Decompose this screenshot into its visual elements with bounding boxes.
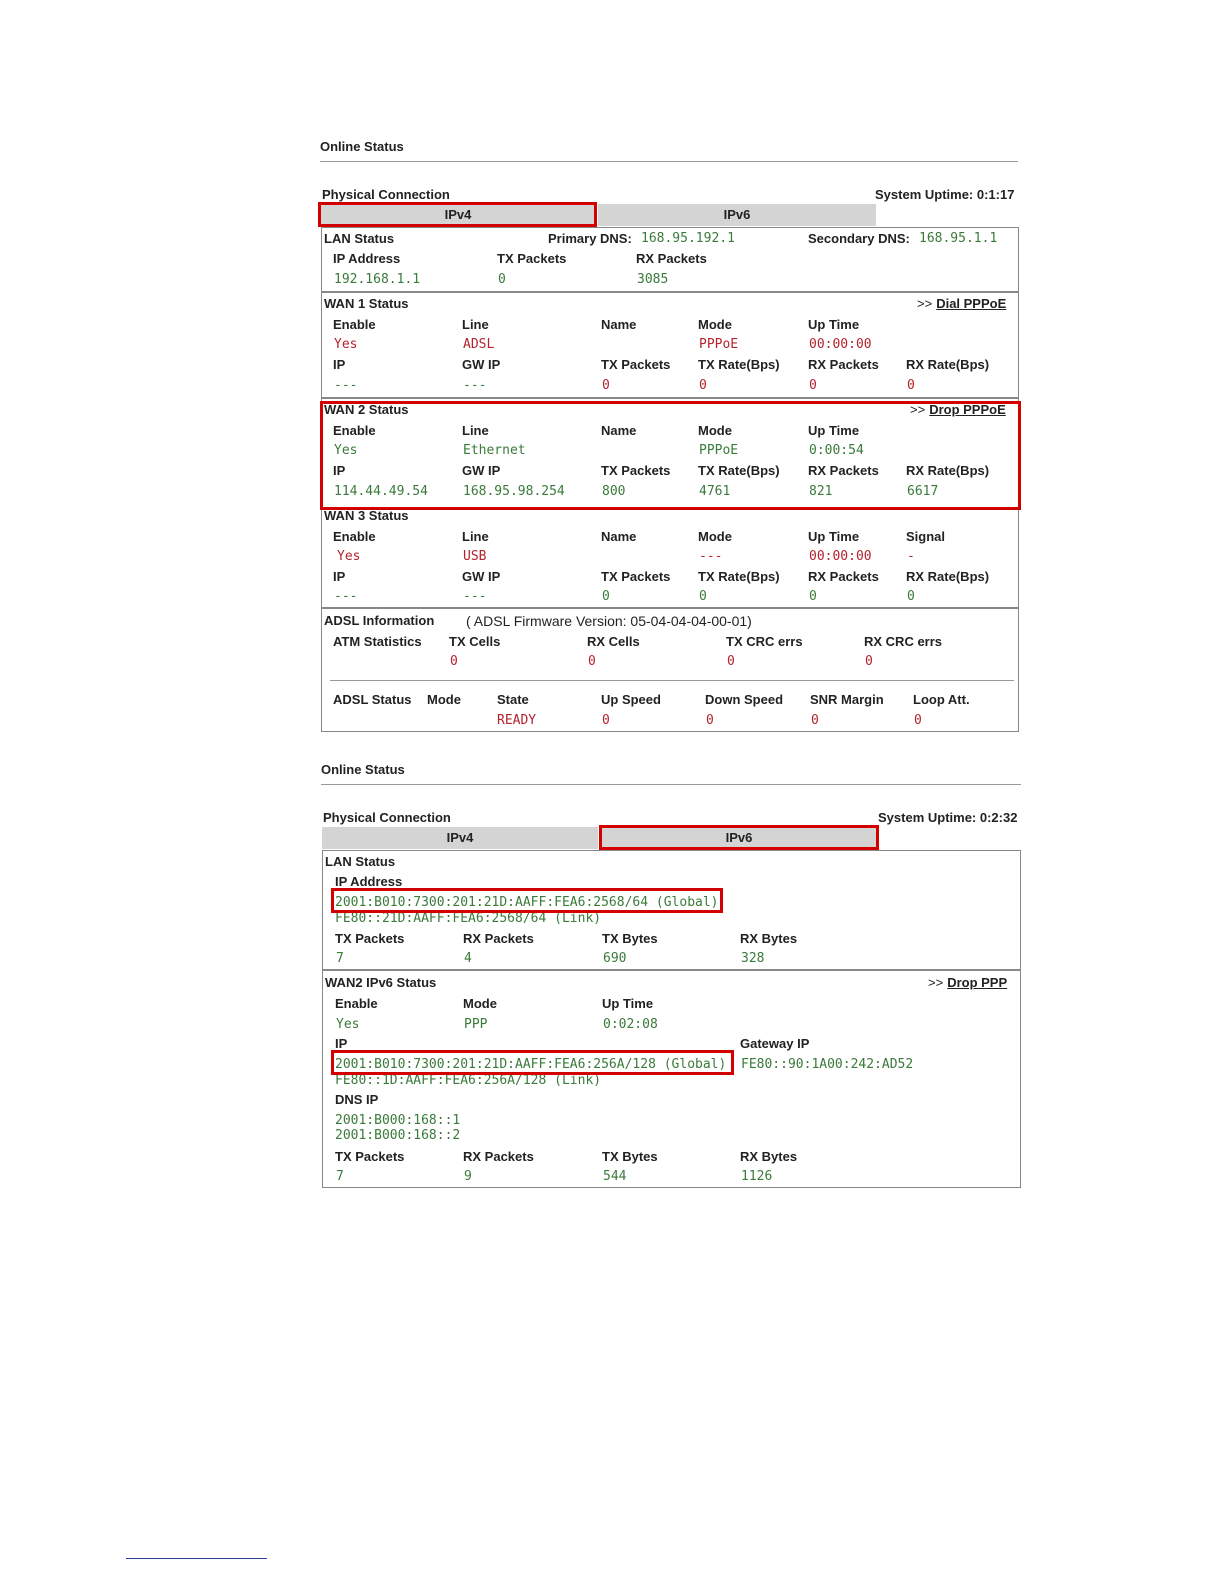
wan2-gwip-value: 168.95.98.254 xyxy=(463,484,565,499)
wan2-enable-value: Yes xyxy=(334,443,358,458)
lan-tx-packets-header: TX Packets xyxy=(335,931,405,946)
wan3-rxrate-value: 0 xyxy=(907,589,915,604)
lan-ip-global: 2001:B010:7300:201:21D:AAFF:FEA6:2568/64 (Global) xyxy=(335,895,719,910)
wan2-rxrate-header: RX Rate(Bps) xyxy=(906,463,990,478)
adsl-state-header: State xyxy=(497,692,529,707)
wan1-txrate-value: 0 xyxy=(699,378,707,393)
wan3-ip-header: IP xyxy=(333,569,346,584)
wan1-ip-value: --- xyxy=(334,378,358,393)
tx-crc-value: 0 xyxy=(727,654,735,669)
tab-ipv6[interactable]: IPv6 xyxy=(601,827,877,849)
wan2-ipv6-divider xyxy=(322,969,1021,971)
wan2-line-value: Ethernet xyxy=(463,443,526,458)
wan1-uptime-value: 00:00:00 xyxy=(809,337,872,352)
wan2-gwip-header: GW IP xyxy=(462,463,501,478)
lan-rx-bytes-header: RX Bytes xyxy=(740,931,798,946)
adsl-upspeed-header: Up Speed xyxy=(601,692,661,707)
wan1-txpackets-value: 0 xyxy=(602,378,610,393)
wan3-rxrate-header: RX Rate(Bps) xyxy=(906,569,990,584)
wan2-mode-value: PPPoE xyxy=(699,443,739,458)
wan1-status-title: WAN 1 Status xyxy=(324,296,409,311)
lan-tx-header: TX Packets xyxy=(497,251,567,266)
lan-status-title: LAN Status xyxy=(324,231,395,246)
lan-status-title: LAN Status xyxy=(325,854,396,869)
wan2-enable-value: Yes xyxy=(336,1017,360,1032)
tx-crc-header: TX CRC errs xyxy=(726,634,803,649)
wan3-enable-value: Yes xyxy=(337,549,361,564)
wan2-mode-value: PPP xyxy=(464,1017,488,1032)
lan-tx-packets-value: 7 xyxy=(336,951,344,966)
wan3-txrate-header: TX Rate(Bps) xyxy=(698,569,780,584)
dns-ip-label: DNS IP xyxy=(335,1092,379,1107)
page-title: Online Status xyxy=(321,762,405,777)
wan3-status-title: WAN 3 Status xyxy=(324,508,409,523)
wan2-txrate-value: 4761 xyxy=(699,484,731,499)
wan3-txrate-value: 0 xyxy=(699,589,707,604)
wan2-ip-link: FE80::1D:AAFF:FEA6:256A/128 (Link) xyxy=(335,1073,602,1088)
wan3-name-header: Name xyxy=(601,529,637,544)
tab-ipv4[interactable]: IPv4 xyxy=(322,827,598,849)
wan1-txpackets-header: TX Packets xyxy=(601,357,671,372)
wan3-line-header: Line xyxy=(462,529,489,544)
tab-ipv4[interactable]: IPv4 xyxy=(321,204,595,226)
tx-cells-value: 0 xyxy=(450,654,458,669)
wan1-rxrate-header: RX Rate(Bps) xyxy=(906,357,990,372)
lan-rx-value: 3085 xyxy=(637,272,669,287)
adsl-downspeed-value: 0 xyxy=(706,713,714,728)
adsl-inner-divider xyxy=(330,680,1014,681)
lan-tx-bytes-header: TX Bytes xyxy=(602,931,658,946)
wan3-mode-header: Mode xyxy=(698,529,732,544)
drop-pppoe-anchor[interactable]: Drop PPPoE xyxy=(929,402,1006,417)
wan2-mode-header: Mode xyxy=(463,996,497,1011)
wan1-uptime-header: Up Time xyxy=(808,317,860,332)
title-divider xyxy=(321,784,1021,785)
footnote-rule xyxy=(126,1558,267,1559)
adsl-snr-value: 0 xyxy=(811,713,819,728)
wan1-gwip-header: GW IP xyxy=(462,357,501,372)
wan2-tx-packets-header: TX Packets xyxy=(335,1149,405,1164)
wan1-enable-value: Yes xyxy=(334,337,358,352)
wan1-mode-header: Mode xyxy=(698,317,732,332)
wan1-gwip-value: --- xyxy=(463,378,487,393)
wan3-signal-header: Signal xyxy=(906,529,946,544)
tab-ipv6[interactable]: IPv6 xyxy=(598,204,876,226)
rx-crc-value: 0 xyxy=(865,654,873,669)
lan-rx-bytes-value: 328 xyxy=(741,951,765,966)
wan1-name-header: Name xyxy=(601,317,637,332)
drop-ppp-anchor[interactable]: Drop PPP xyxy=(947,975,1008,990)
rx-cells-value: 0 xyxy=(588,654,596,669)
wan2-ip-global: 2001:B010:7300:201:21D:AAFF:FEA6:256A/128 (Global) xyxy=(335,1057,727,1072)
lan-rx-packets-header: RX Packets xyxy=(463,931,534,946)
wan2-txrate-header: TX Rate(Bps) xyxy=(698,463,780,478)
physical-connection-label: Physical Connection xyxy=(323,810,451,825)
wan2-gateway-value: FE80::90:1A00:242:AD52 xyxy=(741,1057,914,1072)
wan2-status-title: WAN 2 Status xyxy=(324,402,409,417)
wan2-uptime-header: Up Time xyxy=(602,996,654,1011)
wan3-mode-value: --- xyxy=(699,549,723,564)
secondary-dns-value: 168.95.1.1 xyxy=(919,231,998,246)
wan2-rxrate-value: 6617 xyxy=(907,484,939,499)
wan1-rxrate-value: 0 xyxy=(907,378,915,393)
adsl-firmware-version: ( ADSL Firmware Version: 05-04-04-04-00-01) xyxy=(466,613,752,629)
wan1-mode-value: PPPoE xyxy=(699,337,739,352)
adsl-info-title: ADSL Information xyxy=(324,613,435,628)
lan-ip-value: 192.168.1.1 xyxy=(334,272,421,287)
wan1-txrate-header: TX Rate(Bps) xyxy=(698,357,780,372)
adsl-upspeed-value: 0 xyxy=(602,713,610,728)
wan3-ip-value: --- xyxy=(334,589,358,604)
lan-tx-bytes-value: 690 xyxy=(603,951,627,966)
physical-connection-label: Physical Connection xyxy=(322,187,450,202)
wan1-line-value: ADSL xyxy=(463,337,495,352)
wan1-rxpackets-value: 0 xyxy=(809,378,817,393)
drop-pppoe-link[interactable] xyxy=(910,402,1006,417)
wan2-tx-packets-value: 7 xyxy=(336,1169,344,1184)
wan3-gwip-header: GW IP xyxy=(462,569,501,584)
lan-ip-header: IP Address xyxy=(333,251,401,266)
wan1-line-header: Line xyxy=(462,317,489,332)
lan-ip-address-label: IP Address xyxy=(335,874,403,889)
wan3-txpackets-value: 0 xyxy=(602,589,610,604)
rx-cells-header: RX Cells xyxy=(587,634,640,649)
primary-dns-value: 168.95.192.1 xyxy=(641,231,735,246)
wan3-rxpackets-header: RX Packets xyxy=(808,569,879,584)
dial-pppoe-link[interactable] xyxy=(917,296,1006,311)
dns-ip-2: 2001:B000:168::2 xyxy=(335,1128,461,1143)
wan1-divider xyxy=(321,291,1019,293)
wan2-ip-value: 114.44.49.54 xyxy=(334,484,428,499)
wan2-line-header: Line xyxy=(462,423,489,438)
wan3-enable-header: Enable xyxy=(333,529,376,544)
adsl-snr-header: SNR Margin xyxy=(810,692,884,707)
wan2-rx-packets-value: 9 xyxy=(464,1169,472,1184)
wan3-txpackets-header: TX Packets xyxy=(601,569,671,584)
status-container xyxy=(321,227,1019,732)
wan2-enable-header: Enable xyxy=(333,423,376,438)
wan2-enable-header: Enable xyxy=(335,996,378,1011)
wan2-txpackets-header: TX Packets xyxy=(601,463,671,478)
wan1-rxpackets-header: RX Packets xyxy=(808,357,879,372)
wan2-uptime-header: Up Time xyxy=(808,423,860,438)
adsl-mode-header: Mode xyxy=(427,692,461,707)
wan3-signal-value: - xyxy=(907,549,915,564)
wan2-ip-header: IP xyxy=(333,463,346,478)
wan2-rx-packets-header: RX Packets xyxy=(463,1149,534,1164)
system-uptime: System Uptime: 0:1:17 xyxy=(875,187,1015,202)
adsl-divider xyxy=(321,607,1019,609)
wan2-rxpackets-value: 821 xyxy=(809,484,833,499)
dial-pppoe-anchor[interactable]: Dial PPPoE xyxy=(936,296,1007,311)
lan-ip-link: FE80::21D:AAFF:FEA6:2568/64 (Link) xyxy=(335,911,602,926)
wan2-uptime-value: 0:02:08 xyxy=(603,1017,658,1032)
secondary-dns-label: Secondary DNS: xyxy=(808,231,910,246)
wan1-ip-header: IP xyxy=(333,357,346,372)
link-prefix: >> xyxy=(928,975,944,990)
wan3-gwip-value: --- xyxy=(463,589,487,604)
lan-rx-packets-value: 4 xyxy=(464,951,472,966)
wan2-txpackets-value: 800 xyxy=(602,484,626,499)
adsl-status-label: ADSL Status xyxy=(333,692,412,707)
wan2-rx-bytes-value: 1126 xyxy=(741,1169,773,1184)
adsl-state-value: READY xyxy=(497,713,537,728)
wan3-rxpackets-value: 0 xyxy=(809,589,817,604)
wan1-enable-header: Enable xyxy=(333,317,376,332)
tx-cells-header: TX Cells xyxy=(449,634,501,649)
adsl-loopatt-value: 0 xyxy=(914,713,922,728)
wan2-gateway-label: Gateway IP xyxy=(740,1036,810,1051)
wan2-rx-bytes-header: RX Bytes xyxy=(740,1149,798,1164)
wan3-uptime-header: Up Time xyxy=(808,529,860,544)
wan2-rxpackets-header: RX Packets xyxy=(808,463,879,478)
atm-statistics-label: ATM Statistics xyxy=(333,634,422,649)
system-uptime: System Uptime: 0:2:32 xyxy=(878,810,1018,825)
wan2-uptime-value: 0:00:54 xyxy=(809,443,864,458)
link-prefix: >> xyxy=(910,402,926,417)
wan2-divider xyxy=(321,397,1019,399)
dns-ip-1: 2001:B000:168::1 xyxy=(335,1113,461,1128)
wan2-tx-bytes-header: TX Bytes xyxy=(602,1149,658,1164)
rx-crc-header: RX CRC errs xyxy=(864,634,943,649)
primary-dns-label: Primary DNS: xyxy=(548,231,632,246)
lan-rx-header: RX Packets xyxy=(636,251,707,266)
drop-ppp-link[interactable] xyxy=(928,975,1007,990)
adsl-downspeed-header: Down Speed xyxy=(705,692,784,707)
page-title: Online Status xyxy=(320,139,404,154)
title-divider xyxy=(320,161,1018,162)
wan2-mode-header: Mode xyxy=(698,423,732,438)
wan2-tx-bytes-value: 544 xyxy=(603,1169,627,1184)
wan2-name-header: Name xyxy=(601,423,637,438)
wan2-ip-label: IP xyxy=(335,1036,348,1051)
wan3-line-value: USB xyxy=(463,549,487,564)
lan-tx-value: 0 xyxy=(498,272,506,287)
wan2-ipv6-status-title: WAN2 IPv6 Status xyxy=(325,975,437,990)
wan3-uptime-value: 00:00:00 xyxy=(809,549,872,564)
adsl-loopatt-header: Loop Att. xyxy=(913,692,970,707)
link-prefix: >> xyxy=(917,296,933,311)
